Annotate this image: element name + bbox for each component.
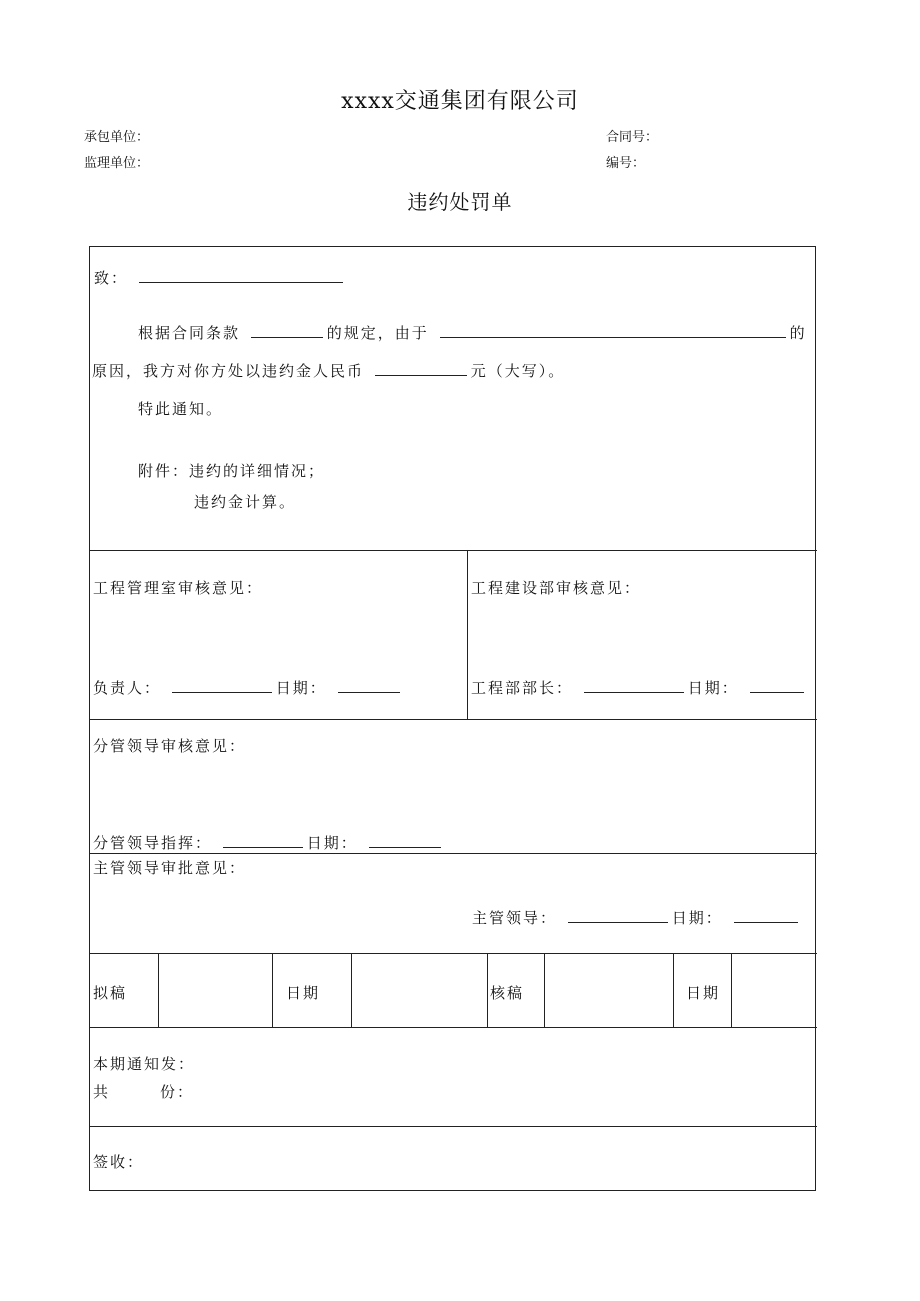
chief-leader-blank[interactable]: [568, 908, 668, 923]
branch-leader-blank[interactable]: [223, 833, 303, 848]
clause-blank[interactable]: [251, 323, 323, 338]
amount-label: 原因，我方对你方处以违约金人民币: [92, 362, 365, 380]
dept-head-label: 工程部部长：: [471, 679, 574, 697]
responsible-blank[interactable]: [172, 678, 272, 693]
notice-paragraph-3: 特此通知。: [138, 400, 224, 418]
notice-to-row: [94, 267, 347, 288]
notice-paragraph-2: [92, 360, 565, 381]
clause-label: 根据合同条款: [138, 324, 241, 342]
eng-dept-review-label: 工程建设部审核意见：: [471, 579, 642, 597]
check-date-label: 日期: [686, 984, 721, 1002]
divider: [90, 550, 817, 551]
reason-label: 的规定，由于: [326, 324, 429, 342]
branch-leader-review-label: 分管领导审核意见：: [93, 737, 247, 755]
divider: [673, 953, 674, 1027]
divider: [90, 719, 817, 720]
reason-suffix: 的: [789, 324, 807, 342]
dept-head-date-blank[interactable]: [750, 678, 804, 693]
copies-prefix: 共: [93, 1083, 111, 1101]
responsible-label: 负责人：: [93, 679, 162, 697]
company-title: xxxx交通集团有限公司: [341, 89, 579, 114]
divider: [90, 853, 817, 854]
serial-no-label: 编号：: [606, 156, 646, 171]
divider: [731, 953, 732, 1027]
date-label: 日期：: [306, 834, 358, 852]
branch-leader-row: [93, 832, 445, 853]
draft-date-label: 日期: [286, 984, 321, 1002]
contract-no-label: 合同号：: [606, 130, 659, 145]
chief-leader-row: [472, 907, 802, 928]
divider: [351, 953, 352, 1027]
eng-office-review-label: 工程管理室审核意见：: [93, 579, 264, 597]
dept-head-blank[interactable]: [584, 678, 684, 693]
amount-suffix: 元（大写）。: [470, 362, 566, 380]
draft-label: 拟稿: [93, 984, 128, 1002]
amount-blank[interactable]: [375, 361, 467, 376]
sign-receipt-label: 签收：: [93, 1153, 145, 1171]
attachment-label: 附件：: [138, 462, 190, 480]
issued-label: 本期通知发：: [93, 1055, 196, 1073]
divider: [90, 953, 817, 954]
attachment-line-1: [138, 460, 325, 481]
chief-leader-label: 主管领导：: [472, 909, 558, 927]
copies-row: [93, 1081, 194, 1102]
responsible-row: [93, 677, 404, 698]
contractor-label: 承包单位：: [84, 130, 150, 145]
divider: [272, 953, 273, 1027]
chief-approval-label: 主管领导审批意见：: [93, 859, 247, 877]
to-label: 致：: [94, 269, 129, 287]
date-label: 日期：: [275, 679, 327, 697]
date-label: 日期：: [687, 679, 739, 697]
notice-paragraph-1: [138, 322, 807, 343]
date-label: 日期：: [671, 909, 723, 927]
divider: [158, 953, 159, 1027]
divider: [467, 550, 468, 719]
responsible-date-blank[interactable]: [338, 678, 400, 693]
copies-suffix: 份：: [160, 1083, 195, 1101]
dept-head-row: [471, 677, 808, 698]
attachment-item-1: 违约的详细情况；: [189, 462, 326, 480]
branch-leader-sign-label: 分管领导指挥：: [93, 834, 213, 852]
form-title: 违约处罚单: [407, 190, 513, 214]
penalty-form-table: [89, 246, 816, 1191]
attachment-item-2: 违约金计算。: [194, 493, 297, 511]
divider: [544, 953, 545, 1027]
chief-leader-date-blank[interactable]: [734, 908, 798, 923]
to-blank[interactable]: [139, 268, 343, 283]
divider: [90, 1126, 817, 1127]
divider: [90, 1027, 817, 1028]
check-label: 核稿: [490, 984, 525, 1002]
divider: [487, 953, 488, 1027]
supervisor-label: 监理单位：: [84, 156, 150, 171]
reason-blank[interactable]: [440, 323, 786, 338]
branch-leader-date-blank[interactable]: [369, 833, 441, 848]
